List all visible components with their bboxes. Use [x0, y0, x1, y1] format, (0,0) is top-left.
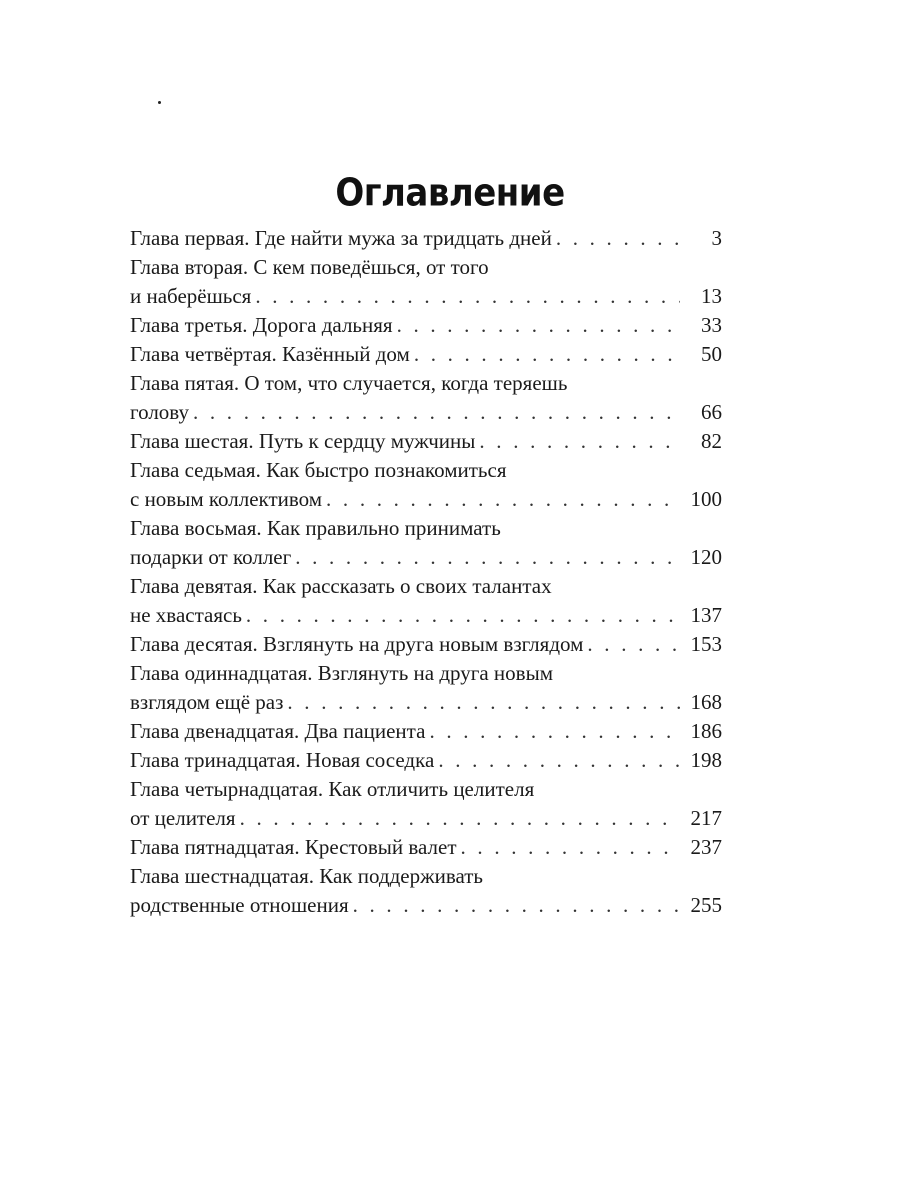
page-number: 153	[690, 632, 722, 656]
dot-leader	[461, 833, 680, 862]
page-number: 66	[701, 400, 722, 424]
page-number: 137	[690, 603, 722, 627]
dot-leader	[587, 630, 680, 659]
chapter-title-text: Глава первая. Где найти мужа за тридцать дней	[130, 226, 552, 250]
stray-dot-mark	[158, 101, 161, 104]
toc-entry[interactable]	[130, 340, 722, 369]
toc-entry[interactable]	[130, 427, 722, 456]
page-number: 255	[690, 893, 722, 917]
toc-entry-line-final	[130, 398, 722, 427]
page-number: 237	[690, 835, 722, 859]
chapter-title-text: Глава шестнадцатая. Как поддерживать	[130, 864, 484, 888]
chapter-title-text: от целителя	[130, 806, 236, 830]
toc-entry-line-final	[130, 833, 722, 862]
toc-entry-line-final	[130, 804, 722, 833]
toc-entry-line-final	[130, 340, 722, 369]
toc-entry-line	[130, 253, 722, 282]
toc-entry[interactable]	[130, 833, 722, 862]
toc-entry-line	[130, 862, 722, 891]
chapter-title-text: с новым коллективом	[130, 487, 323, 511]
chapter-title-text: Глава двенадцатая. Два пациента	[130, 719, 426, 743]
toc-entry[interactable]	[130, 630, 722, 659]
dot-leader	[255, 282, 680, 311]
dot-leader	[193, 398, 680, 427]
toc-entry-line-final	[130, 427, 722, 456]
dot-leader	[414, 340, 680, 369]
dot-leader	[240, 804, 680, 833]
toc-entry-line-final	[130, 543, 722, 572]
chapter-title-text: Глава пятнадцатая. Крестовый валет	[130, 835, 457, 859]
toc-entry[interactable]	[130, 456, 722, 514]
toc-entry-line-final	[130, 601, 722, 630]
page-title: Оглавление	[335, 170, 565, 216]
page-number: 50	[701, 342, 722, 366]
dot-leader	[556, 224, 680, 253]
toc-entry-line	[130, 775, 722, 804]
page-number: 168	[690, 690, 722, 714]
dot-leader	[353, 891, 680, 920]
chapter-title-text: Глава восьмая. Как правильно принимать	[130, 516, 501, 540]
toc-entry[interactable]	[130, 224, 722, 253]
page-number: 33	[701, 313, 722, 337]
toc-entry-line-final	[130, 891, 722, 920]
dot-leader	[246, 601, 680, 630]
dot-leader	[397, 311, 680, 340]
chapter-title-text: Глава седьмая. Как быстро познакомиться	[130, 458, 507, 482]
toc-entry[interactable]	[130, 311, 722, 340]
chapter-title-text: Глава третья. Дорога дальняя	[130, 313, 393, 337]
toc-entry-line	[130, 659, 722, 688]
toc-entry-line-final	[130, 224, 722, 253]
chapter-title-text: Глава четвёртая. Казённый дом	[130, 342, 410, 366]
dot-leader	[295, 543, 680, 572]
chapter-title-text: Глава четырнадцатая. Как отличить целителя	[130, 777, 535, 801]
chapter-title-text: Глава вторая. С кем поведёшься, от того	[130, 255, 489, 279]
toc-entry[interactable]	[130, 862, 722, 920]
toc-entry-line-final	[130, 717, 722, 746]
page-number: 100	[690, 487, 722, 511]
toc-entry[interactable]	[130, 572, 722, 630]
toc-entry[interactable]	[130, 369, 722, 427]
toc-entry[interactable]	[130, 717, 722, 746]
chapter-title-text: и наберёшься	[130, 284, 252, 308]
dot-leader	[287, 688, 680, 717]
page-number: 13	[701, 284, 722, 308]
page-number: 120	[690, 545, 722, 569]
chapter-title-text: не хвастаясь	[130, 603, 242, 627]
toc-entry-line	[130, 369, 722, 398]
chapter-title-text: голову	[130, 400, 189, 424]
toc-entry-line	[130, 514, 722, 543]
chapter-title-text: Глава шестая. Путь к сердцу мужчины	[130, 429, 476, 453]
page-number: 198	[690, 748, 722, 772]
table-of-contents	[130, 224, 722, 920]
chapter-title-text: Глава тринадцатая. Новая соседка	[130, 748, 435, 772]
dot-leader	[429, 717, 680, 746]
toc-entry-line-final	[130, 485, 722, 514]
toc-entry[interactable]	[130, 253, 722, 311]
toc-entry-line	[130, 456, 722, 485]
toc-entry[interactable]	[130, 746, 722, 775]
chapter-title-text: родственные отношения	[130, 893, 349, 917]
chapter-title-text: Глава десятая. Взглянуть на друга новым взглядом	[130, 632, 584, 656]
toc-entry[interactable]	[130, 775, 722, 833]
toc-entry[interactable]	[130, 514, 722, 572]
page-number: 82	[701, 429, 722, 453]
page-number: 217	[690, 806, 722, 830]
chapter-title-text: Глава девятая. Как рассказать о своих талантах	[130, 574, 552, 598]
dot-leader	[479, 427, 680, 456]
page-number: 3	[711, 226, 722, 250]
page-number: 186	[690, 719, 722, 743]
toc-entry-line-final	[130, 746, 722, 775]
chapter-title-text: Глава одиннадцатая. Взглянуть на друга новым	[130, 661, 553, 685]
toc-entry[interactable]	[130, 659, 722, 717]
dot-leader	[438, 746, 680, 775]
chapter-title-text: взглядом ещё раз	[130, 690, 284, 714]
toc-entry-line-final	[130, 282, 722, 311]
chapter-title-text: Глава пятая. О том, что случается, когда теряешь	[130, 371, 568, 395]
toc-entry-line-final	[130, 311, 722, 340]
toc-entry-line-final	[130, 688, 722, 717]
toc-entry-line	[130, 572, 722, 601]
chapter-title-text: подарки от коллег	[130, 545, 292, 569]
dot-leader	[326, 485, 680, 514]
toc-entry-line-final	[130, 630, 722, 659]
